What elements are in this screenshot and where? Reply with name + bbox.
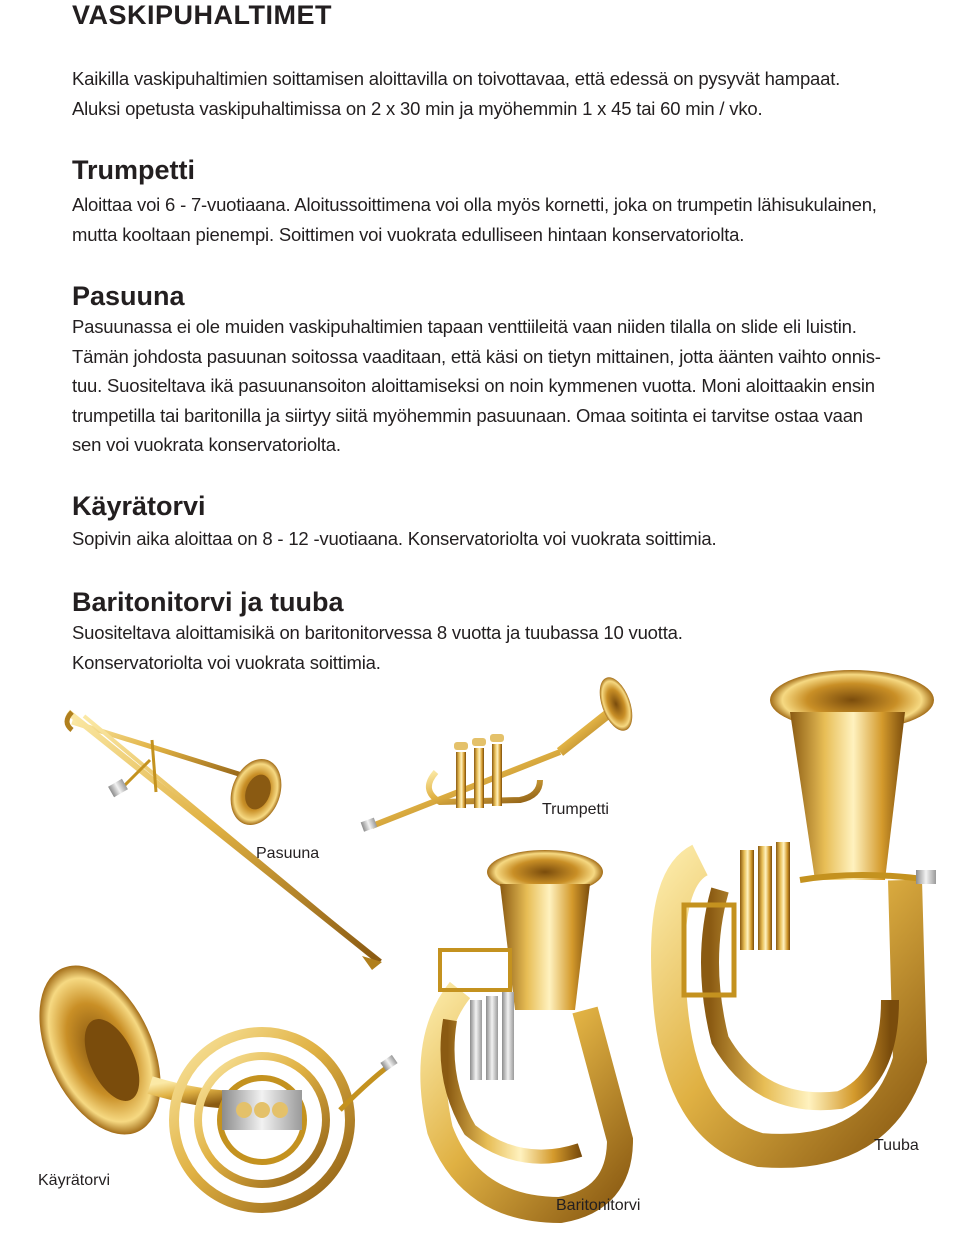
page-title: VASKIPUHALTIMET: [72, 0, 332, 30]
pasuuna-line: sen voi vuokrata konservatoriolta.: [72, 434, 341, 455]
trombone-illustration: [67, 712, 382, 970]
kayratorvi-line: Sopivin aika aloittaa on 8 - 12 -vuotiaana. Konservatoriolta voi vuokrata soittimia.: [72, 528, 717, 549]
baritone-illustration: [433, 850, 620, 1210]
caption-kayratorvi: Käyrätorvi: [38, 1172, 111, 1189]
pasuuna-line: Pasuunassa ei ole muiden vaskipuhaltimien tapaan venttiileitä vaan niiden tilalla on slide eli luistin.: [72, 316, 857, 337]
pasuuna-line: trumpetilla tai baritonilla ja siirtyy siitä myöhemmin pasuunaan. Omaa soitinta ei tarvitse ostaa vaan: [72, 404, 863, 426]
caption-baritonitorvi: Baritonitorvi: [556, 1197, 641, 1214]
baritonitorvi-line: Suositeltava aloittamisikä on baritonitorvessa 8 vuotta ja tuubassa 10 vuotta.: [72, 622, 683, 643]
caption-trumpetti: Trumpetti: [542, 801, 609, 818]
caption-tuuba: Tuuba: [874, 1137, 919, 1154]
french-horn-illustration: [15, 946, 398, 1208]
tuba-illustration: [668, 670, 936, 1151]
kayratorvi-paragraph: [72, 524, 716, 554]
intro-paragraph: [72, 64, 840, 123]
caption-pasuuna: Pasuuna: [256, 845, 320, 862]
trumpetti-line: mutta kooltaan pienempi. Soittimen voi vuokrata edulliseen hintaan konservatoriolta.: [72, 223, 745, 245]
intro-line: Aluksi opetusta vaskipuhaltimissa on 2 x 30 min ja myöhemmin 1 x 45 tai 60 min / vko.: [72, 97, 763, 119]
intro-line: Kaikilla vaskipuhaltimien soittamisen aloittavilla on toivottavaa, että edessä on pysyvät hampaat.: [72, 68, 841, 89]
pasuuna-line: tuu. Suositeltava ikä pasuunansoiton aloittamiseksi on noin kymmenen vuotta. Moni aloittaakin ensin: [72, 375, 875, 396]
pasuuna-paragraph: [72, 312, 881, 460]
instruments-illustration: [0, 660, 960, 1243]
heading-trumpetti: Trumpetti: [72, 155, 196, 185]
pasuuna-line: Tämän johdosta pasuunan soitossa vaaditaan, että käsi on tietyn mittainen, jotta äänten vaihto onnis-: [72, 345, 881, 367]
heading-kayratorvi: Käyrätorvi: [72, 491, 206, 521]
trumpetti-paragraph: [72, 190, 877, 249]
trumpetti-line: Aloittaa voi 6 - 7-vuotiaana. Aloitussoittimena voi olla myös kornetti, joka on trumpetin lähisukulainen,: [72, 194, 877, 215]
baritonitorvi-line: Konservatoriolta voi vuokrata soittimia.: [72, 651, 381, 673]
heading-pasuuna: Pasuuna: [72, 281, 185, 311]
heading-baritonitorvi: Baritonitorvi ja tuuba: [72, 587, 344, 617]
